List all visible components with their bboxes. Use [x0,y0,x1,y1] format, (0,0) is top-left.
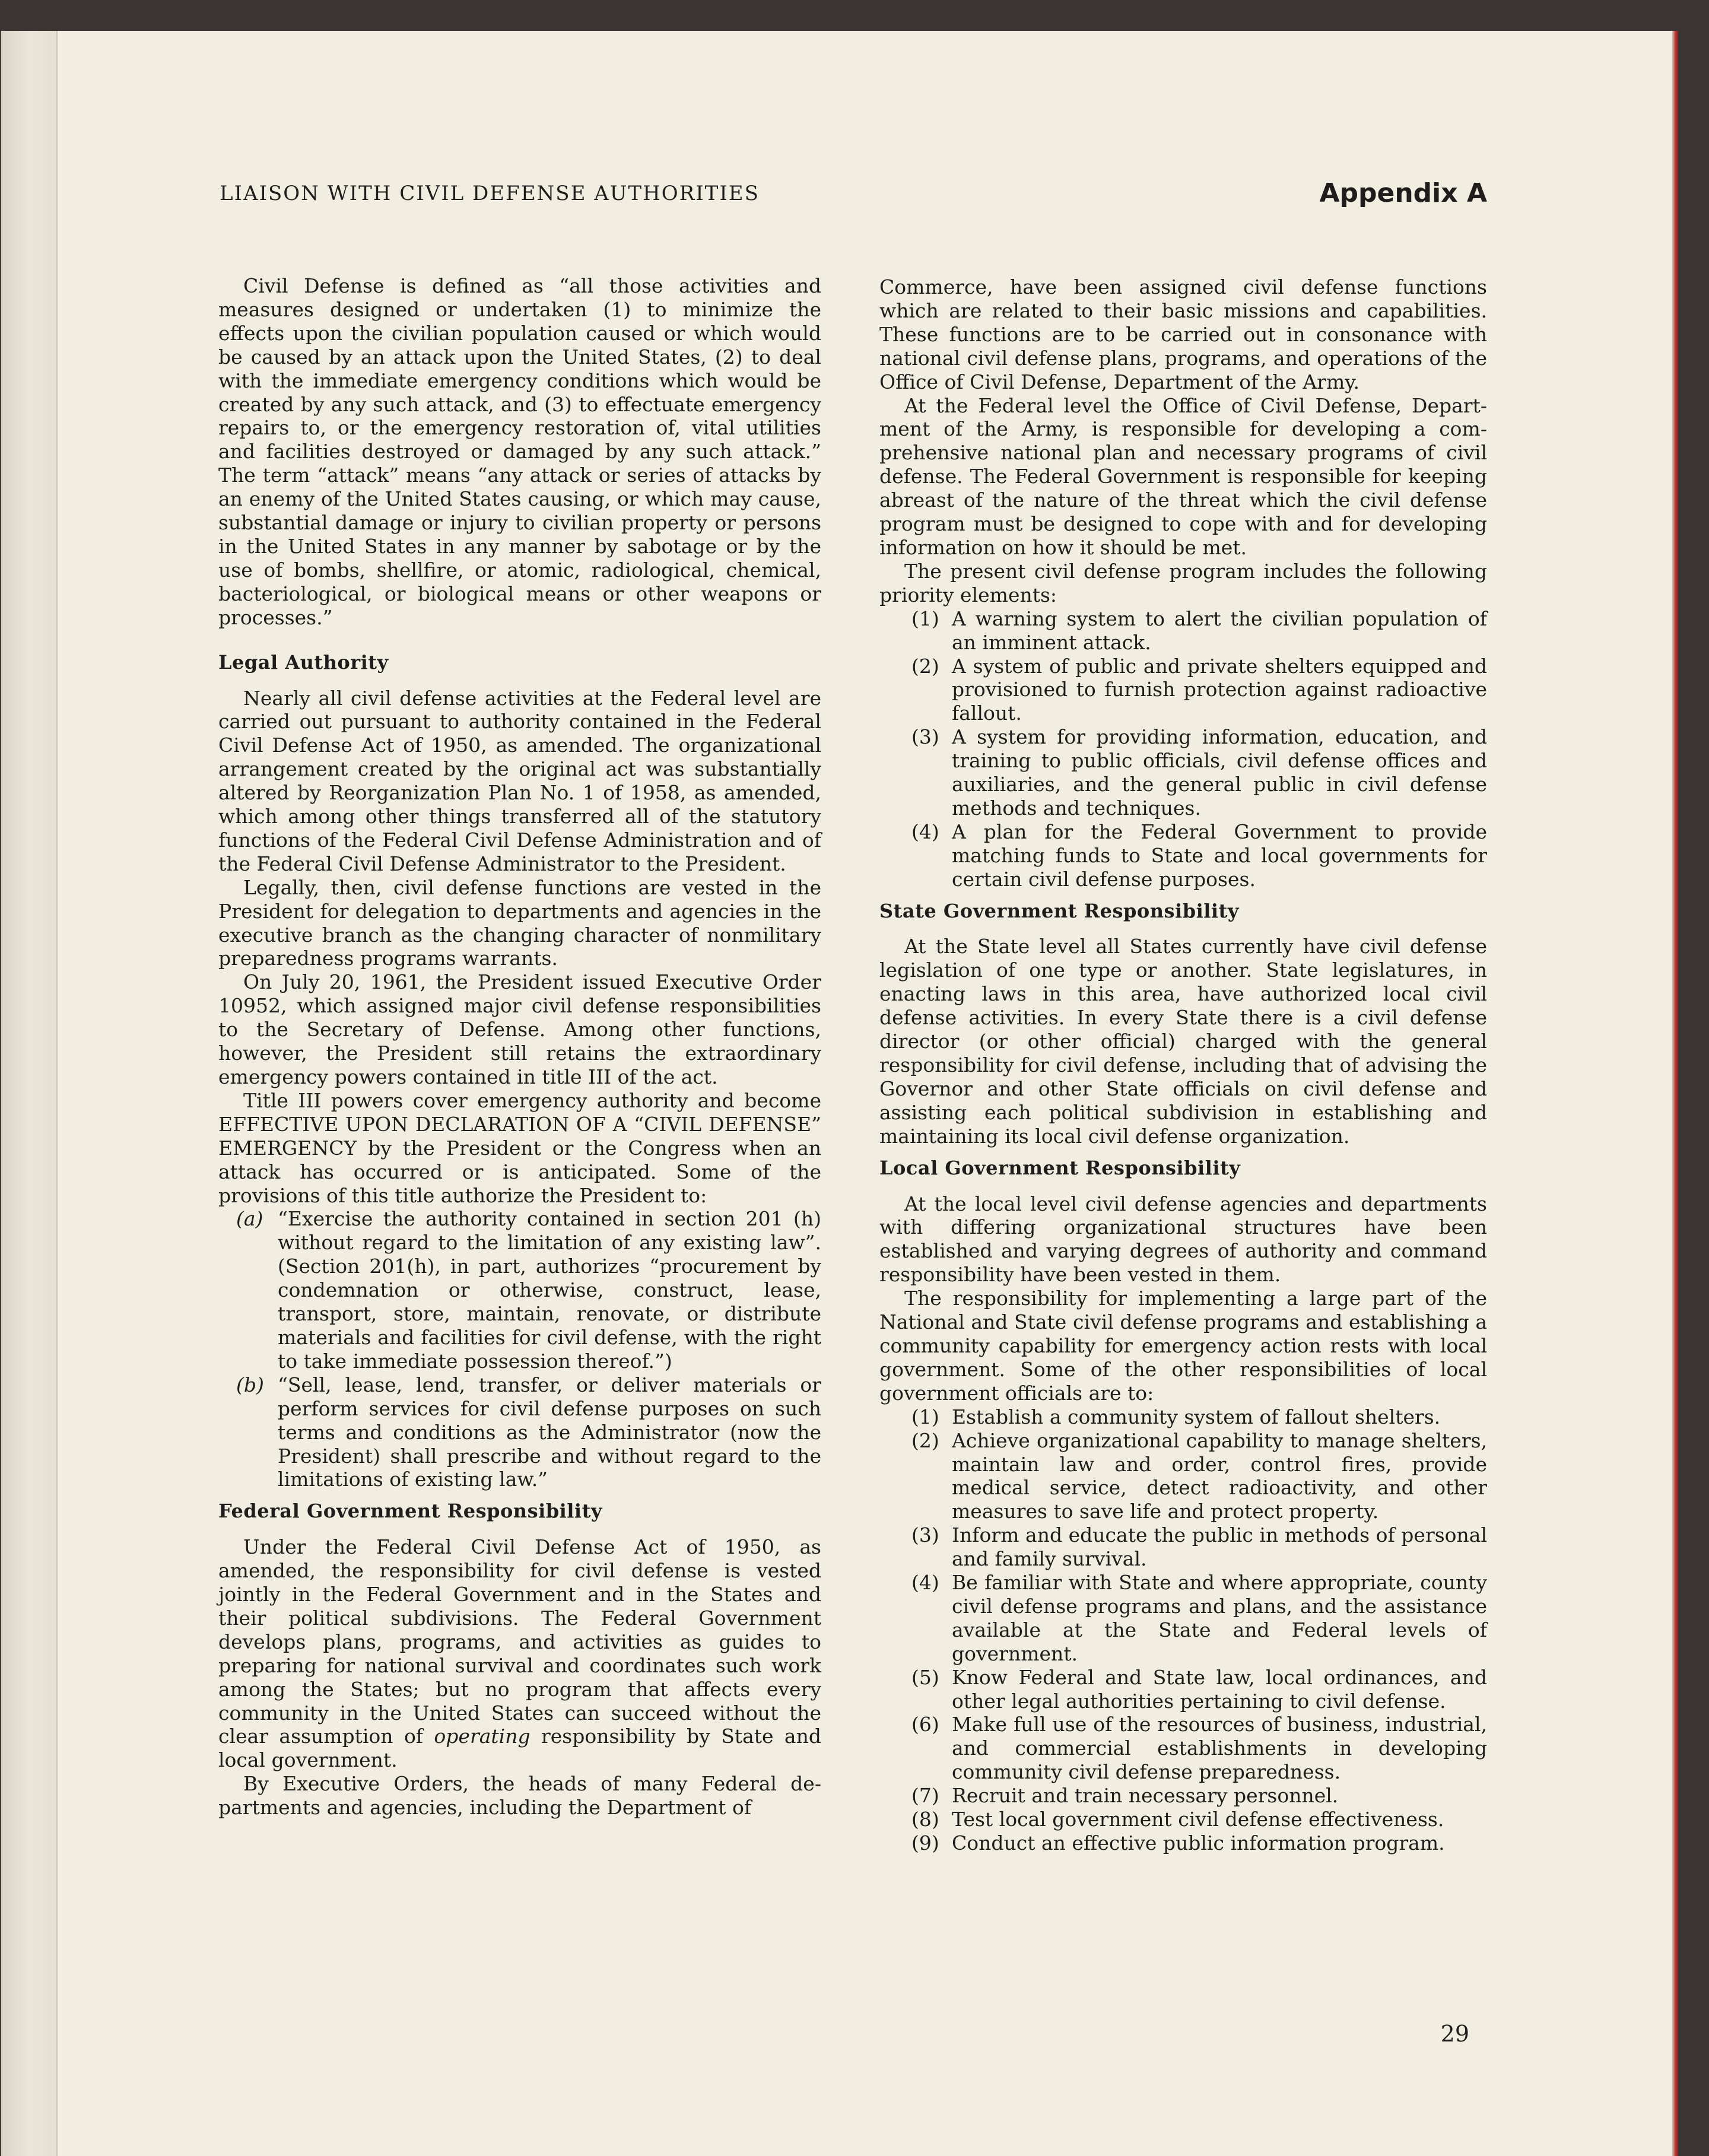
list-label: (3) [911,725,939,749]
legal-paragraph-2: Legally, then, civil defense functions are vested in the President for delegation to departments and agencies in the executive branch as the changing character of nonmilitary preparedness programs warrants. [218,875,821,970]
list-text: Know Federal and State law, local ordinances, and other legal authorities pertaining to civil defense. [952,1665,1487,1713]
list-label: (1) [911,607,939,630]
document-page [1,31,1678,2156]
list-item [879,1571,1487,1666]
list-item [879,1666,1487,1713]
federal-p1-end: responsibility by State and local government. [218,1725,821,1772]
list-text: Be familiar with State and where appropriate, county civil defense programs and plans, and the assistance available at the State and Federal levels of government. [952,1571,1487,1665]
list-text: Establish a community system of fallout shelters. [952,1405,1441,1428]
list-text: A system for providing information, education, and training to public officials, civil defense offices and auxiliaries, and the general public in civil defense methods and techniques. [952,725,1487,820]
list-item [879,1523,1487,1571]
legal-paragraph-1: Nearly all civil defense activities at the Federal level are carried out pursuant to authority contained in the Federal Civil Defense Act of 1950, as amended. The organizational arrangement created by the original act was substantially altered by Reorganization Plan No. 1 of 1958, as amended, which among other things transferred all of the statutory functions of the Federal Civil Defense Administration and of the Federal Civil Defense Administrator to the President. [218,686,821,875]
state-paragraph-1: At the State level all States currently have civil defense legislation of one type or another. State legislatures, in enacting laws in this area, have authorized local civil defense activities. In every State there is a civil defense director (or other official) charged with the general responsibility for civil defense, including that of advising the Governor and other State officials on civil defense and assisting each political subdivision in establishing and maintaining its local civil defense organization. [879,935,1487,1148]
list-item [879,1784,1487,1808]
federal-paragraph-2: By Executive Orders, the heads of many Federal departments and agencies, including the Department of [218,1772,821,1820]
intro-paragraph: Civil Defense is defined as “all those activities and measures designed or undertaken (1) to minimize the effects upon the civilian population caused or which would be caused by an attack upon the United States, (2) to deal with the immediate emergency conditions which would be created by any such attack, and (3) to effectuate emergency repairs to, or the emergency restoration of, vital utilities and facilities destroyed or damaged by any such attack.” The term “attack” means “any attack or series of attacks by an enemy of the United States causing, or which may cause, substantial damage or injury to civilian property or persons in the United States in any manner by sabotage or by the use of bombs, shellfire, or atomic, radiological, chemical, bacteriological, or biological means or other weapons or processes.” [218,274,821,629]
list-text: A plan for the Federal Government to provide matching funds to State and local governments for certain civil defense purposes. [952,820,1487,891]
list-item [218,1207,821,1373]
list-item [879,607,1487,655]
list-item [218,1373,821,1492]
list-item [879,1405,1487,1429]
local-paragraph-2: The responsibility for implementing a large part of the National and State civil defense programs and establishing a community capability for emergency action rests with local government. Some of the other responsibilities of local government officials are to: [879,1287,1487,1405]
list-label: (3) [911,1523,939,1547]
page-number: 29 [1440,2021,1469,2047]
list-text: Conduct an effective public information program. [952,1831,1445,1855]
list-text: A warning system to alert the civilian population of an imminent attack. [952,607,1487,654]
list-item [879,1831,1487,1855]
left-column [218,274,821,1820]
list-label: (4) [911,820,939,843]
list-text: “Exercise the authority contained in section 201 (h) without regard to the limitation of any existing law”. (Section 201(h), in part, authorizes “procurement by condemnation or otherwise, construct, lease, transport, store, maintain, renovate, or distribute materials and facilities for civil defense, with the right to take immediate possession thereof.”) [278,1207,821,1373]
right-column [879,275,1487,1855]
list-label: (5) [911,1665,939,1689]
list-item [879,725,1487,820]
list-label: (1) [911,1405,939,1428]
list-item [879,655,1487,726]
list-label: (2) [911,1428,939,1452]
federal-paragraph-4: The present civil defense program includes the following priority elements: [879,559,1487,607]
list-text: A system of public and private shelters equipped and provisioned to furnish protection against radioactive fallout. [952,654,1487,725]
federal-paragraph-1 [218,1535,821,1772]
page-edge [1672,31,1678,2156]
legal-paragraph-3: On July 20, 1961, the President issued Executive Order 10952, which assigned major civil defense responsibilities to the Secretary of Defense. Among other functions, however, the President still retains the extraordinary emergency powers contained in title III of the act. [218,970,821,1088]
list-item [879,1808,1487,1831]
list-label: (2) [911,654,939,678]
list-text: Achieve organizational capability to manage shelters, maintain law and order, control fires, provide medical service, detect radioactivity, and other measures to save life and protect property. [952,1428,1487,1523]
legal-paragraph-4: Title III powers cover emergency authority and become EFFECTIVE UPON DECLARATION OF A “CIVIL DEFENSE” EMERGENCY by the President or the Congress when an attack has occurred or is anticipated. Some of the provisions of this title authorize the President to: [218,1088,821,1207]
heading-local-responsibility: Local Government Responsibility [879,1156,1241,1179]
list-label: (4) [911,1571,939,1595]
list-text: “Sell, lease, lend, transfer, or deliver materials or perform services for civil defense purposes on such terms and conditions as the Administrator (now the President) shall prescribe and without regard to the limitations of existing law.” [278,1373,821,1491]
list-item [879,820,1487,891]
heading-state-responsibility: State Government Responsibility [879,899,1239,922]
list-label: (9) [911,1831,939,1855]
gutter-line [56,31,58,2156]
list-item [879,1713,1487,1784]
running-header: LIAISON WITH CIVIL DEFENSE AUTHORITIES [220,182,760,205]
heading-legal-authority: Legal Authority [218,650,389,674]
list-item [879,1429,1487,1524]
local-paragraph-1: At the local level civil defense agencies and departments with differing organizational structures have been established and varying degrees of authority and command responsibility have been vested in them. [879,1192,1487,1287]
list-label: (a) [236,1207,263,1231]
heading-federal-responsibility: Federal Government Responsibility [218,1500,602,1523]
federal-p1-text: Under the Federal Civil Defense Act of 1950, as amended, the responsibility for civil defense is vested jointly in the Federal Government and in the States and their political subdivisions. The Federal Government develops plans, programs, and activities as guides to preparing for national survival and coordinates such work among the States; but no program that affects every community in the United States can succeed without the clear assumption of [218,1535,821,1748]
appendix-label: Appendix A [1319,178,1487,208]
list-text: Recruit and train necessary personnel. [952,1784,1339,1808]
list-text: Test local government civil defense effectiveness. [952,1808,1444,1831]
continued-paragraph: Commerce, have been assigned civil defense functions which are related to their basic missions and capabilities. These functions are to be carried out in consonance with national civil defense plans, programs, and operations of the Office of Civil Defense, Department of the Army. [879,275,1487,393]
list-label: (b) [236,1373,264,1396]
list-label: (8) [911,1808,939,1831]
list-label: (7) [911,1784,939,1808]
list-label: (6) [911,1713,939,1736]
federal-paragraph-3: At the Federal level the Office of Civil Defense, Department of the Army, is responsible for developing a comprehensive national plan and necessary programs of civil defense. The Federal Government is responsible for keeping abreast of the nature of the threat which the civil defense program must be designed to cope with and for developing information on how it should be met. [879,393,1487,559]
list-text: Inform and educate the public in methods of personal and family survival. [952,1523,1487,1571]
book-gutter [1,31,58,2156]
list-text: Make full use of the resources of business, industrial, and commercial establishments in developing community civil defense preparedness. [952,1713,1487,1784]
federal-p1-emphasis: operating [434,1725,531,1748]
